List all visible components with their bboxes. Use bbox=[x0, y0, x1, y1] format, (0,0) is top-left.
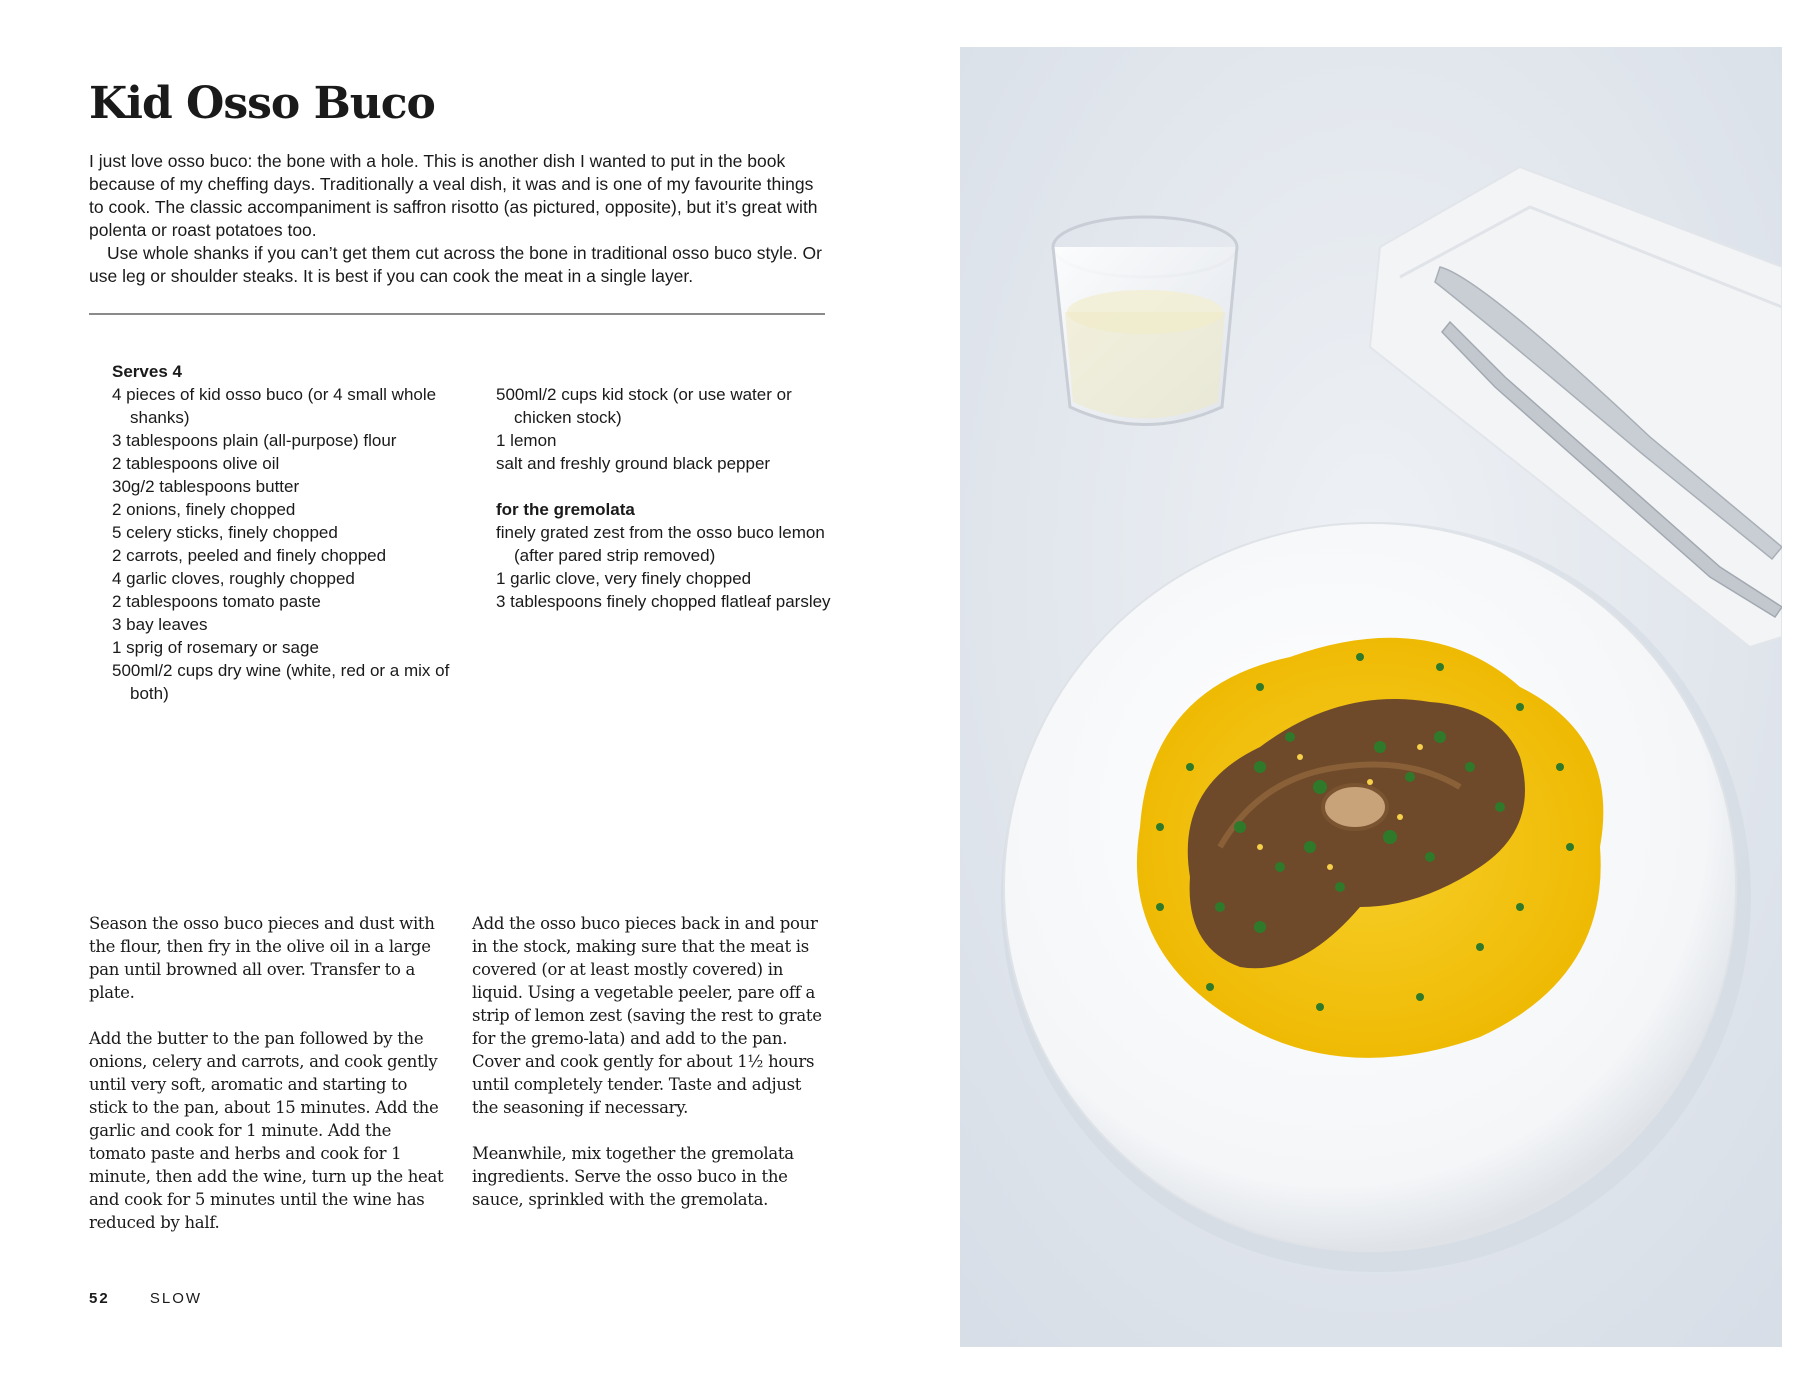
ingredient-item: 3 tablespoons plain (all-purpose) flour bbox=[112, 431, 397, 450]
method-column-1 bbox=[89, 912, 449, 1257]
section-name: SLOW bbox=[149, 1290, 203, 1307]
gremolata-item: 3 tablespoons finely chopped flatleaf parsley bbox=[496, 592, 831, 611]
method-paragraph: Meanwhile, mix together the gremolata ingredients. Serve the osso buco in the sauce, sprinkled with the gremolata. bbox=[472, 1144, 794, 1209]
ingredients-list bbox=[112, 360, 472, 705]
ingredient-item: 1 lemon bbox=[496, 431, 557, 450]
intro-paragraph: I just love osso buco: the bone with a hole. This is another dish I wanted to put in the book because of my cheffing days. Traditionally a veal dish, it was and is one of my favourite things to cook. The classic accompaniment is saffron risotto (as pictured, opposite), but it’s great with polenta or roast potatoes too. bbox=[89, 151, 818, 240]
ingredient-item: 30g/2 tablespoons butter bbox=[112, 477, 300, 496]
intro-paragraph: Use whole shanks if you can’t get them cut across the bone in traditional osso buco style. Or use leg or shoulder steaks. It is best if you can cook the meat in a single layer. bbox=[89, 243, 822, 286]
ingredient-item: 2 tablespoons tomato paste bbox=[112, 592, 321, 611]
ingredients-list-continued bbox=[496, 383, 836, 613]
recipe-title: Kid Osso Buco bbox=[89, 78, 435, 129]
gremolata-heading: for the gremolata bbox=[496, 500, 635, 519]
ingredient-item: salt and freshly ground black pepper bbox=[496, 454, 771, 473]
ingredient-item: 500ml/2 cups dry wine (white, red or a mix of both) bbox=[112, 661, 450, 703]
dish-photo-illustration bbox=[960, 47, 1782, 1347]
method-column-2 bbox=[472, 912, 832, 1234]
divider bbox=[89, 313, 825, 315]
ingredient-item: 4 garlic cloves, roughly chopped bbox=[112, 569, 355, 588]
page-footer bbox=[89, 1290, 202, 1307]
page-number: 52 bbox=[89, 1290, 110, 1307]
recipe-intro bbox=[89, 150, 829, 288]
ingredient-item: 2 carrots, peeled and finely chopped bbox=[112, 546, 387, 565]
ingredient-item: 4 pieces of kid osso buco (or 4 small whole shanks) bbox=[112, 385, 437, 427]
method-paragraph: Season the osso buco pieces and dust with the flour, then fry in the olive oil in a large pan until browned all over. Transfer to a plate. bbox=[89, 914, 435, 1002]
method-paragraph: Add the butter to the pan followed by the onions, celery and carrots, and cook gently until very soft, aromatic and starting to stick to the pan, about 15 minutes. Add the garlic and cook for 1 minute. Add the tomato paste and herbs and cook for 1 minute, then add the wine, turn up the heat and cook for 5 minutes until the wine has reduced by half. bbox=[89, 1029, 444, 1232]
ingredient-item: 3 bay leaves bbox=[112, 615, 208, 634]
ingredient-item: 5 celery sticks, finely chopped bbox=[112, 523, 338, 542]
ingredient-item: 2 tablespoons olive oil bbox=[112, 454, 280, 473]
dish-photo bbox=[960, 47, 1782, 1347]
ingredient-item: 500ml/2 cups kid stock (or use water or chicken stock) bbox=[496, 385, 792, 427]
ingredient-item: 1 sprig of rosemary or sage bbox=[112, 638, 319, 657]
gremolata-item: 1 garlic clove, very finely chopped bbox=[496, 569, 752, 588]
method-paragraph: Add the osso buco pieces back in and pour in the stock, making sure that the meat is covered (or at least mostly covered) in liquid. Using a vegetable peeler, pare off a strip of lemon zest (saving the rest to grate for the gremo-lata) and add to the pan. Cover and cook gently for about 1½ hours until completely tender. Taste and adjust the seasoning if necessary. bbox=[472, 914, 822, 1117]
gremolata-item: finely grated zest from the osso buco lemon (after pared strip removed) bbox=[496, 523, 825, 565]
ingredient-item: 2 onions, finely chopped bbox=[112, 500, 296, 519]
serves-label: Serves 4 bbox=[112, 362, 182, 381]
